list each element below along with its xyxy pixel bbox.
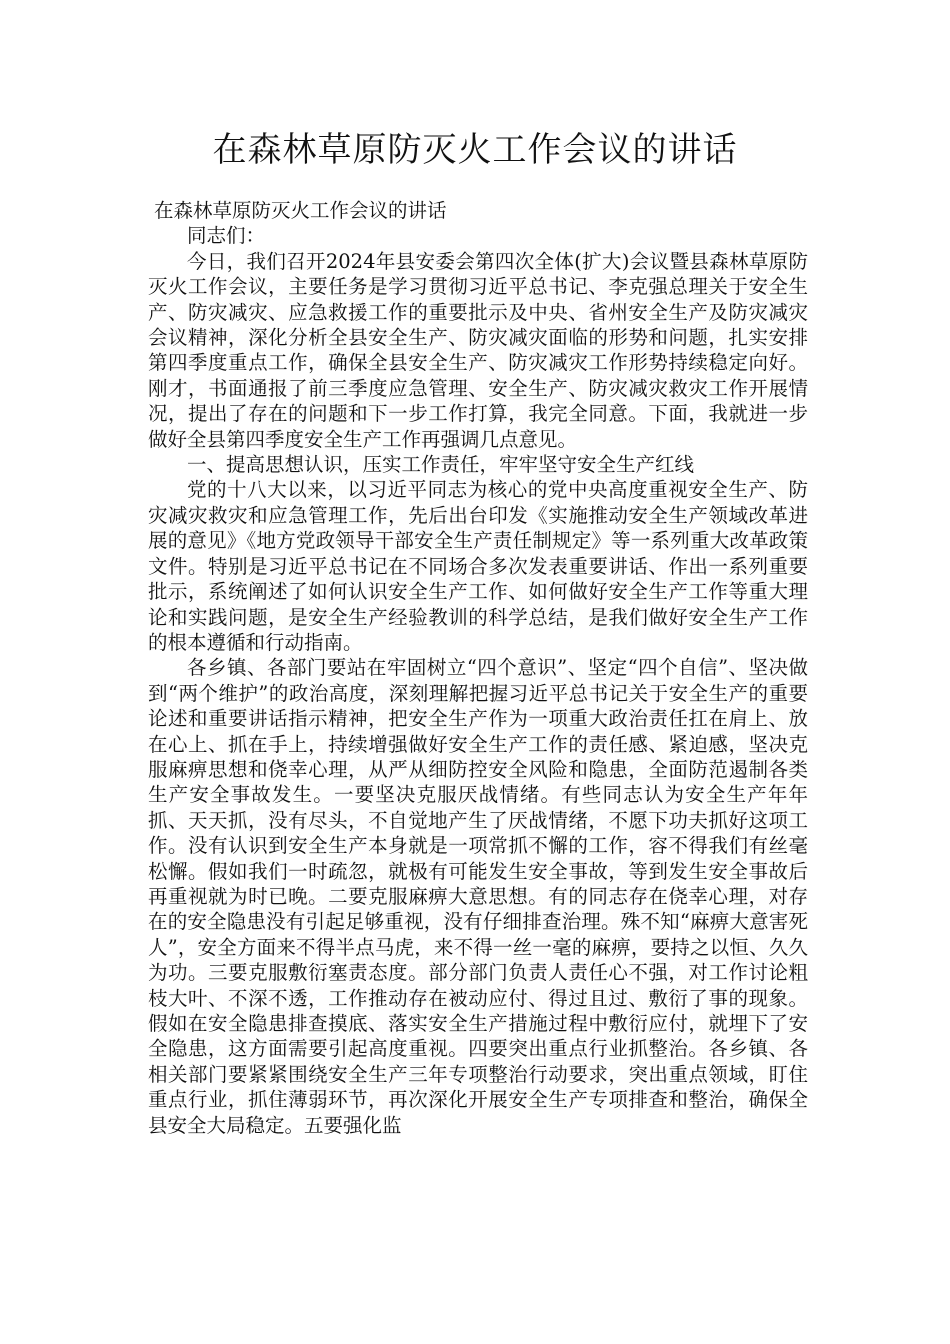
document-subtitle: 在森林草原防灭火工作会议的讲话 — [154, 199, 447, 222]
document-title: 在森林草原防灭火工作会议的讲话 — [212, 130, 738, 170]
paragraph-opening: 今日，我们召开2024年县安委会第四次全体(扩大)会议暨县森林草原防灭火工作会议，主要任务是学习贯彻习近平总书记、李克强总理关于安全生产、防灾减灾、应急救援工作的重要批示及中央、省州安全生产及防灾减灾会议精神，深化分析全县安全生产、防灾减灾面临的形势和问题，扎实安排第四季度重点工作，确保全县安全生产、防灾减灾工作形势持续稳定向好。刚才，书面通报了前三季度应急管理、安全生产、防灾减灾救灾工作开展情况，提出了存在的问题和下一步工作打算，我完全同意。下面，我就进一步做好全县第四季度安全生产工作再强调几点意见。 — [148, 249, 808, 451]
paragraph-requirements: 各乡镇、各部门要站在牢固树立“四个意识”、坚定“四个自信”、坚决做到“两个维护”的政治高度，深刻理解把握习近平总书记关于安全生产的重要论述和重要讲话指示精神，把安全生产作为一项重大政治责任扛在肩上、放在心上、抓在手上，持续增强做好安全生产工作的责任感、紧迫感，坚决克服麻痹思想和侥幸心理，从严从细防控安全风险和隐患，全面防范遏制各类生产安全事故发生。一要坚决克服厌战情绪。有些同志认为安全生产年年抓、天天抓，没有尽头，不自觉地产生了厌战情绪，不愿下功夫抓好这项工作。没有认识到安全生产本身就是一项常抓不懈的工作，容不得我们有丝毫松懈。假如我们一时疏忽，就极有可能发生安全事故，等到发生安全事故后再重视就为时已晚。二要克服麻痹大意思想。有的同志存在侥幸心理，对存在的安全隐患没有引起足够重视，没有仔细排查治理。殊不知“麻痹大意害死人”，安全方面来不得半点马虎，来不得一丝一毫的麻痹，要持之以恒、久久为功。三要克服敷衍塞责态度。部分部门负责人责任心不强，对工作讨论粗枝大叶、不深不透，工作推动存在被动应付、得过且过、敷衍了事的现象。假如在安全隐患排查摸底、落实安全生产措施过程中敷衍应付，就埋下了安全隐患，这方面需要引起高度重视。四要突出重点行业抓整治。各乡镇、各相关部门要紧紧围绕安全生产三年专项整治行动要求，突出重点领域，盯住重点行业，抓住薄弱环节，再次深化开展安全生产专项排查和整治，确保全县安全大局稳定。五要强化监 — [148, 656, 808, 1137]
section-heading-1: 一、提高思想认识，压实工作责任，牢牢坚守安全生产红线 — [187, 453, 695, 477]
document-body — [148, 198, 808, 1138]
paragraph-background: 党的十八大以来，以习近平同志为核心的党中央高度重视安全生产、防灾减灾救灾和应急管理工作，先后出台印发《实施推动安全生产领域改革进展的意见》《地方党政领导干部安全生产责任制规定》等一系列重大改革政策文件。特别是习近平总书记在不同场合多次发表重要讲话、作出一系列重要批示，系统阐述了如何认识安全生产工作、如何做好安全生产工作等重大理论和实践问题，是安全生产经验教训的科学总结，是我们做好安全生产工作的根本遵循和行动指南。 — [148, 478, 808, 654]
salutation: 同志们： — [187, 224, 266, 248]
